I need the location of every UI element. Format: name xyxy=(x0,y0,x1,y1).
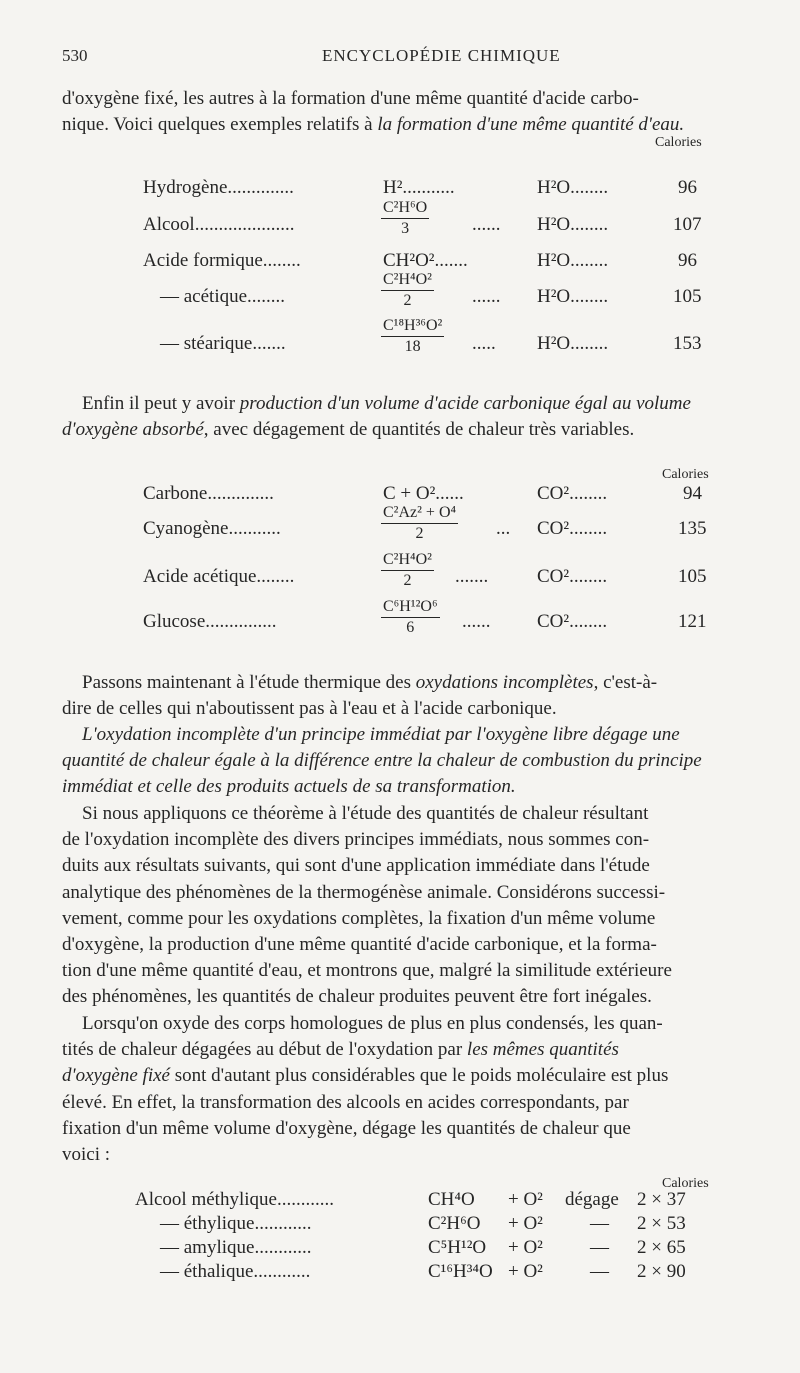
row-formula: CH⁴O xyxy=(428,1189,475,1210)
intro-paragraph xyxy=(62,86,778,138)
row-plus: + O² xyxy=(508,1189,543,1210)
italic-span: d'oxygène fixé xyxy=(62,1065,170,1087)
text-line: de l'oxydation incomplète des divers principes immédiats, nous sommes con- xyxy=(62,829,650,851)
row-dots: ...... xyxy=(472,214,501,235)
row-name: — éthalique............ xyxy=(160,1261,311,1282)
fraction-denominator: 18 xyxy=(404,338,421,355)
fraction-numerator: C²H⁴O² xyxy=(381,550,434,571)
italic-span: oxydations incomplètes xyxy=(415,672,594,693)
italic-span: la formation d'une même quantité d'eau. xyxy=(377,114,685,136)
row-product: H²O........ xyxy=(537,333,609,354)
row-product: CO²........ xyxy=(537,483,608,504)
text-line: quantité de chaleur égale à la différence entre la chaleur de combustion du principe xyxy=(62,750,702,772)
row-value: 121 xyxy=(678,611,707,632)
fraction-numerator: C²H⁶O xyxy=(381,198,429,219)
text-span: , avec dégagement de quantités de chaleur très variables. xyxy=(203,419,635,441)
text-line xyxy=(62,1037,778,1063)
row-name: Acide acétique........ xyxy=(143,566,295,587)
fraction-numerator: C⁶H¹²O⁶ xyxy=(381,597,440,618)
text-line: Lorsqu'on oxyde des corps homologues de plus en plus condensés, les quan- xyxy=(82,1013,663,1034)
row-value: 2 × 37 xyxy=(637,1189,686,1210)
row-value: 153 xyxy=(673,333,702,354)
italic-span: les mêmes quantités xyxy=(466,1039,619,1061)
row-formula: C¹⁶H³⁴O xyxy=(428,1261,493,1282)
text-line: fixation d'un même volume d'oxygène, dégage les quantités de chaleur que xyxy=(62,1117,631,1139)
text-line: voici : xyxy=(62,1144,111,1166)
row-name: Hydrogène.............. xyxy=(143,177,294,198)
page-number: 530 xyxy=(62,46,88,65)
row-formula: H²........... xyxy=(383,177,455,198)
running-title: ENCYCLOPÉDIE CHIMIQUE xyxy=(322,46,561,65)
text-line: d'oxygène fixé, les autres à la formation d'une même quantité d'acide carbo- xyxy=(62,88,639,109)
text-line: dire de celles qui n'aboutissent pas à l'eau et à l'acide carbonique. xyxy=(62,698,557,720)
fraction-denominator: 2 xyxy=(415,525,424,542)
text-line: des phénomènes, les quantités de chaleur produites peuvent être fort inégales. xyxy=(62,986,652,1008)
row-dots: ...... xyxy=(462,611,491,632)
fraction-denominator: 6 xyxy=(406,619,415,636)
text-span: Passons maintenant à l'étude thermique des xyxy=(82,672,416,693)
text-span: tités de chaleur dégagées au début de l'oxydation par xyxy=(62,1039,467,1061)
text-line xyxy=(62,670,778,696)
fraction-numerator: C²H⁴O² xyxy=(381,270,434,291)
paragraph-co2-production xyxy=(62,391,778,443)
fraction-numerator: C²Az² + O⁴ xyxy=(381,503,458,524)
row-product: H²O........ xyxy=(537,250,609,271)
calories-header: Calories xyxy=(662,467,709,482)
row-plus: + O² xyxy=(508,1237,543,1258)
row-formula-fraction xyxy=(381,550,434,591)
text-line: tion d'une même quantité d'eau, et montrons que, malgré la similitude extérieure xyxy=(62,960,672,982)
theorem-paragraph xyxy=(62,722,778,801)
row-value: 96 xyxy=(678,250,697,271)
row-value: 135 xyxy=(678,518,707,539)
row-formula: C²H⁶O xyxy=(428,1213,481,1234)
row-name: Glucose............... xyxy=(143,611,277,632)
row-verb: dégage xyxy=(565,1189,619,1210)
fraction-denominator: 2 xyxy=(403,572,412,589)
row-name: Alcool..................... xyxy=(143,214,295,235)
text-line: duits aux résultats suivants, qui sont d'une application immédiate dans l'étude xyxy=(62,855,650,877)
text-span: nique. Voici quelques exemples relatifs à xyxy=(62,114,378,136)
paragraph-incomplete-oxidation xyxy=(62,670,778,722)
text-line: d'oxygène, la production d'une même quantité d'acide carbonique, et la forma- xyxy=(62,934,657,956)
row-product: CO²........ xyxy=(537,611,608,632)
row-plus: + O² xyxy=(508,1213,543,1234)
row-value: 94 xyxy=(683,483,702,504)
text-line: analytique des phénomènes de la thermogénèse animale. Considérons successi- xyxy=(62,881,666,903)
row-dots: ..... xyxy=(472,333,496,354)
row-formula-fraction xyxy=(381,503,458,544)
text-line xyxy=(62,1063,778,1089)
row-verb: — xyxy=(590,1213,609,1234)
text-line: immédiat et celle des produits actuels de sa transformation. xyxy=(62,776,516,798)
row-product: H²O........ xyxy=(537,286,609,307)
fraction-denominator: 3 xyxy=(401,220,410,237)
row-name: — acétique........ xyxy=(160,286,286,307)
text-span: , c'est-à- xyxy=(593,672,658,693)
calories-header: Calories xyxy=(655,135,702,150)
row-name: Alcool méthylique............ xyxy=(135,1189,334,1210)
row-formula: CH²O²....... xyxy=(383,250,468,271)
row-formula-fraction xyxy=(381,597,440,638)
italic-span: production d'un volume d'acide carbonique égal au volume xyxy=(239,393,691,414)
row-formula-fraction xyxy=(381,198,429,239)
text-line xyxy=(62,391,778,417)
row-verb: — xyxy=(590,1237,609,1258)
calories-header: Calories xyxy=(662,1176,709,1191)
row-name: Carbone.............. xyxy=(143,483,274,504)
row-value: 96 xyxy=(678,177,697,198)
row-name: Cyanogène........... xyxy=(143,518,281,539)
text-line: L'oxydation incomplète d'un principe immédiat par l'oxygène libre dégage une xyxy=(82,724,680,745)
row-name: — stéarique....... xyxy=(160,333,286,354)
row-product: CO²........ xyxy=(537,518,608,539)
text-span: Enfin il peut y avoir xyxy=(82,393,240,414)
row-product: CO²........ xyxy=(537,566,608,587)
row-dots: ....... xyxy=(455,566,489,587)
row-product: H²O........ xyxy=(537,214,609,235)
paragraph-homologues xyxy=(62,1011,778,1168)
row-product: H²O........ xyxy=(537,177,609,198)
row-formula: C⁵H¹²O xyxy=(428,1237,487,1258)
row-dots: ... xyxy=(496,518,511,539)
row-value: 107 xyxy=(673,214,702,235)
row-value: 105 xyxy=(678,566,707,587)
text-line: vement, comme pour les oxydations complètes, la fixation d'un même volume xyxy=(62,907,656,929)
fraction-numerator: C¹⁸H³⁶O² xyxy=(381,316,444,337)
row-value: 2 × 65 xyxy=(637,1237,686,1258)
fraction-denominator: 2 xyxy=(403,292,412,309)
row-value: 2 × 90 xyxy=(637,1261,686,1282)
row-plus: + O² xyxy=(508,1261,543,1282)
text-span: sont d'autant plus considérables que le poids moléculaire est plus xyxy=(169,1065,669,1087)
row-value: 2 × 53 xyxy=(637,1213,686,1234)
row-name: — amylique............ xyxy=(160,1237,312,1258)
row-dots: ...... xyxy=(472,286,501,307)
text-line: élevé. En effet, la transformation des alcools en acides correspondants, par xyxy=(62,1091,629,1113)
row-value: 105 xyxy=(673,286,702,307)
paragraph-application xyxy=(62,801,778,1011)
italic-span: d'oxygène absorbé xyxy=(62,419,204,441)
text-line: Si nous appliquons ce théorème à l'étude des quantités de chaleur résultant xyxy=(82,803,649,824)
row-verb: — xyxy=(590,1261,609,1282)
row-name: — éthylique............ xyxy=(160,1213,312,1234)
row-formula-fraction xyxy=(381,316,444,357)
row-formula: C + O²...... xyxy=(383,483,464,504)
row-name: Acide formique........ xyxy=(143,250,301,271)
text-line xyxy=(62,417,778,443)
row-formula-fraction xyxy=(381,270,434,311)
